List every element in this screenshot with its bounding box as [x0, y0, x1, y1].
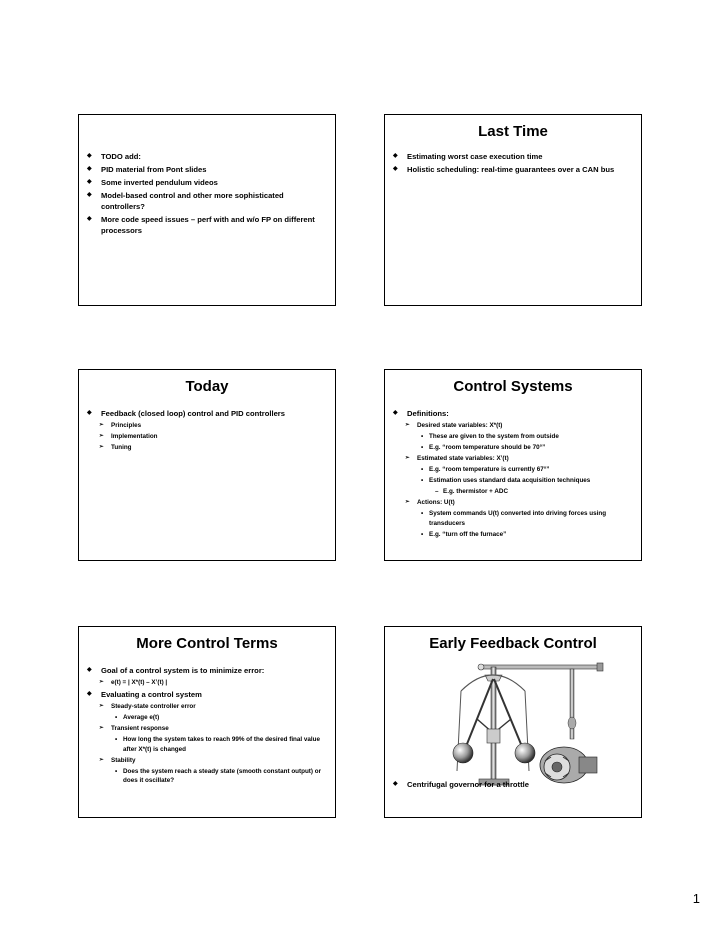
sub-sub-bullet: • E.g. “room temperature should be 70°”	[393, 443, 635, 453]
sub-sub-bullet: • E.g. “room temperature is currently 67°”	[393, 465, 635, 475]
slide-1	[78, 114, 336, 306]
sub-sub-bullet: • Average e(t)	[87, 713, 329, 723]
bullet: ◆ Centrifugal governor for a throttle	[393, 779, 635, 790]
slide-title: Control Systems	[453, 378, 573, 395]
slide-3-content	[87, 408, 329, 454]
slide-3	[78, 369, 336, 561]
slide-6-content	[393, 779, 635, 792]
slide-4-content	[393, 408, 635, 541]
bullet: ◆ Holistic scheduling: real-time guarantees over a CAN bus	[393, 164, 635, 175]
slide-6	[384, 626, 642, 818]
slide-title: Early Feedback Control	[429, 635, 597, 652]
sub-sub-bullet: • E.g. “turn off the furnace”	[393, 530, 635, 540]
sub-sub-bullet: • Estimation uses standard data acquisition techniques	[393, 476, 635, 486]
sub-bullet: ➢ Tuning	[87, 443, 329, 453]
bullet: ◆ TODO add:	[87, 151, 329, 162]
page-number: 1	[692, 891, 700, 906]
sub-bullet: ➢ Transient response	[87, 724, 329, 734]
bullet: ◆ Definitions:	[393, 408, 635, 419]
slide-5	[78, 626, 336, 818]
centrifugal-governor-illustration	[451, 661, 607, 789]
sub-bullet: ➢ Estimated state variables: X’(t)	[393, 454, 635, 464]
slide-2	[384, 114, 642, 306]
sub-bullet: ➢ Principles	[87, 421, 329, 431]
bullet: ◆ More code speed issues – perf with and w/o FP on different processors	[87, 214, 329, 236]
bullet: ◆ Model-based control and other more sophisticated controllers?	[87, 190, 329, 212]
sub-bullet: ➢ Steady-state controller error	[87, 702, 329, 712]
sub-sub-bullet: • System commands U(t) converted into driving forces using transducers	[393, 509, 635, 528]
sub-bullet: ➢ Actions: U(t)	[393, 498, 635, 508]
dash-bullet: – E.g. thermistor + ADC	[393, 487, 635, 497]
bullet: ◆ Estimating worst case execution time	[393, 151, 635, 162]
sub-sub-bullet: • These are given to the system from outside	[393, 432, 635, 442]
bullet: ◆ Evaluating a control system	[87, 689, 329, 700]
slide-2-content	[393, 151, 635, 177]
sub-bullet: ➢ Stability	[87, 756, 329, 766]
sub-bullet: ➢ e(t) = | X*(t) – X’(t) |	[87, 678, 329, 688]
slide-title: More Control Terms	[136, 635, 278, 652]
bullet: ◆ Goal of a control system is to minimize error:	[87, 665, 329, 676]
slide-title: Today	[185, 378, 229, 395]
slide-1-content	[87, 151, 329, 238]
bullet: ◆ Some inverted pendulum videos	[87, 177, 329, 188]
slide-title: Last Time	[478, 123, 548, 140]
sub-bullet: ➢ Desired state variables: X*(t)	[393, 421, 635, 431]
slide-5-content	[87, 665, 329, 787]
bullet: ◆ Feedback (closed loop) control and PID controllers	[87, 408, 329, 419]
sub-sub-bullet: • Does the system reach a steady state (smooth constant output) or does it oscillate?	[87, 767, 329, 786]
sub-sub-bullet: • How long the system takes to reach 99% of the desired final value after X*(t) is changed	[87, 735, 329, 754]
slide-4	[384, 369, 642, 561]
sub-bullet: ➢ Implementation	[87, 432, 329, 442]
bullet: ◆ PID material from Pont slides	[87, 164, 329, 175]
